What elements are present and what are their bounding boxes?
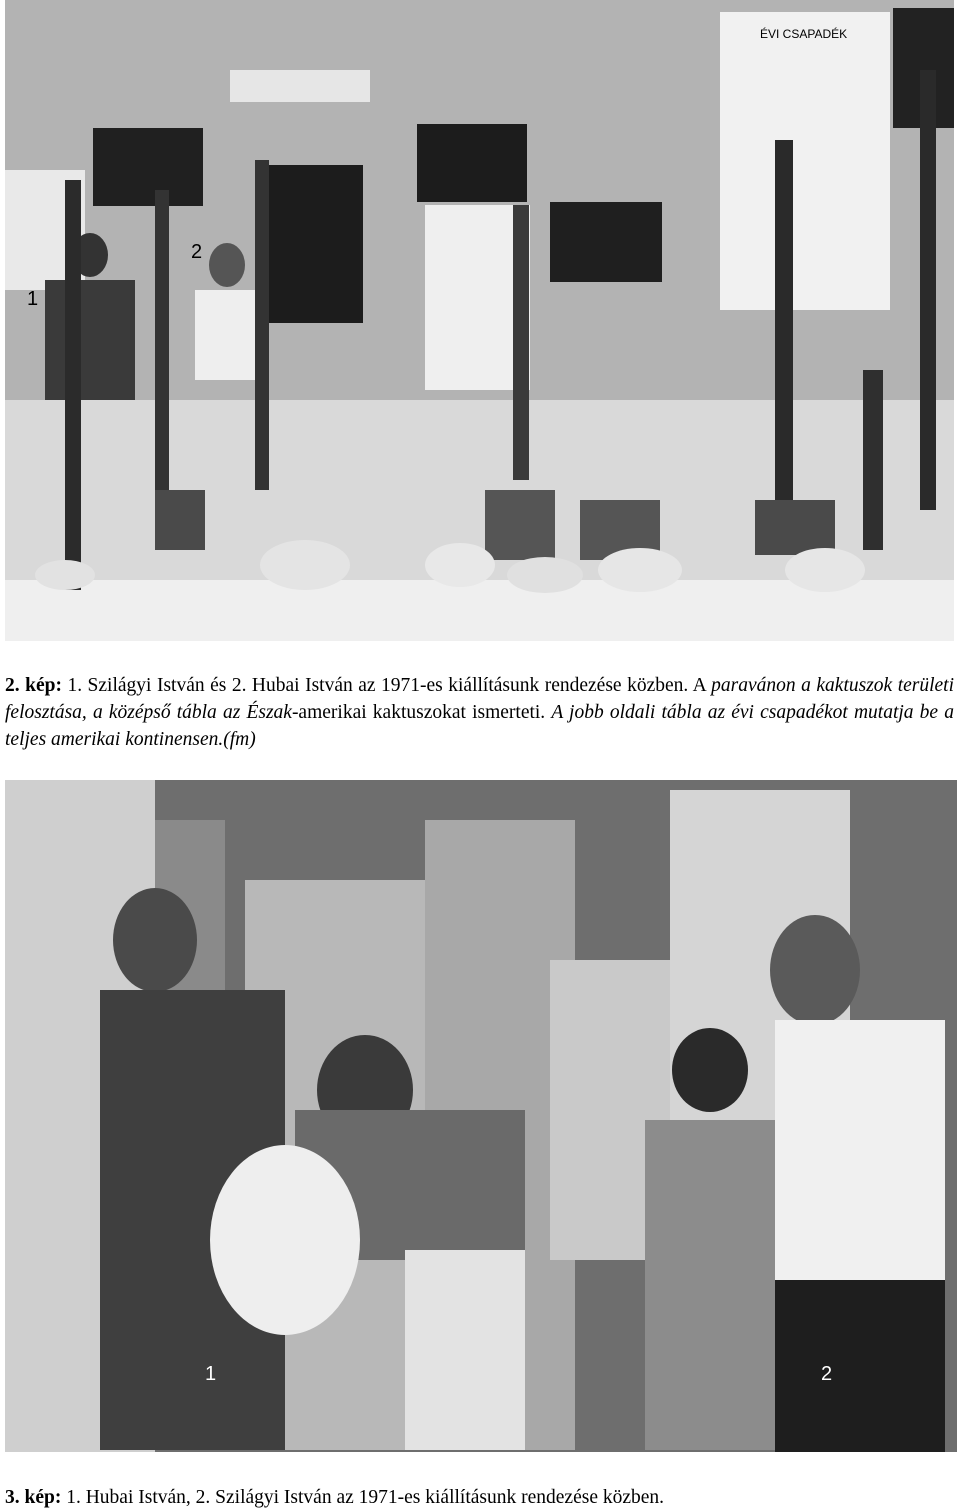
caption-label: 3. kép: — [5, 1487, 62, 1508]
arrangement-photo — [5, 780, 957, 1452]
cactus-exhibition-image — [5, 0, 954, 641]
exhibition-photo — [5, 0, 954, 641]
caption-text: -amerikai kaktuszokat ismerteti. — [291, 702, 552, 723]
photo-marker-1: 1 — [27, 288, 39, 310]
precipitation-board-title: ÉVI CSAPADÉK — [760, 27, 848, 41]
figure-caption — [5, 672, 954, 753]
photo-marker-1: 1 — [205, 1363, 217, 1385]
caption-text: 1. Szilágyi István és 2. Hubai István az 1971-es kiállításunk rendezése közben. A — [61, 675, 712, 696]
photo-marker-2: 2 — [821, 1363, 833, 1385]
caption-label: 2. kép: — [5, 675, 62, 696]
photo-marker-2: 2 — [191, 241, 203, 263]
exhibition-arrangement-image — [5, 780, 957, 1452]
caption-text-italic: A jobb oldali tábla az évi csapadékot mutatja be a teljes amerikai kontinensen.(fm) — [5, 702, 954, 750]
caption-text: 1. Hubai István, 2. Szilágyi István az 1971-es kiállításunk rendezése közben. — [61, 1487, 665, 1508]
figure-caption — [5, 1484, 954, 1511]
caption-text-italic: paravánon a kaktuszok területi felosztása, a középső tábla az Észak — [5, 675, 955, 723]
